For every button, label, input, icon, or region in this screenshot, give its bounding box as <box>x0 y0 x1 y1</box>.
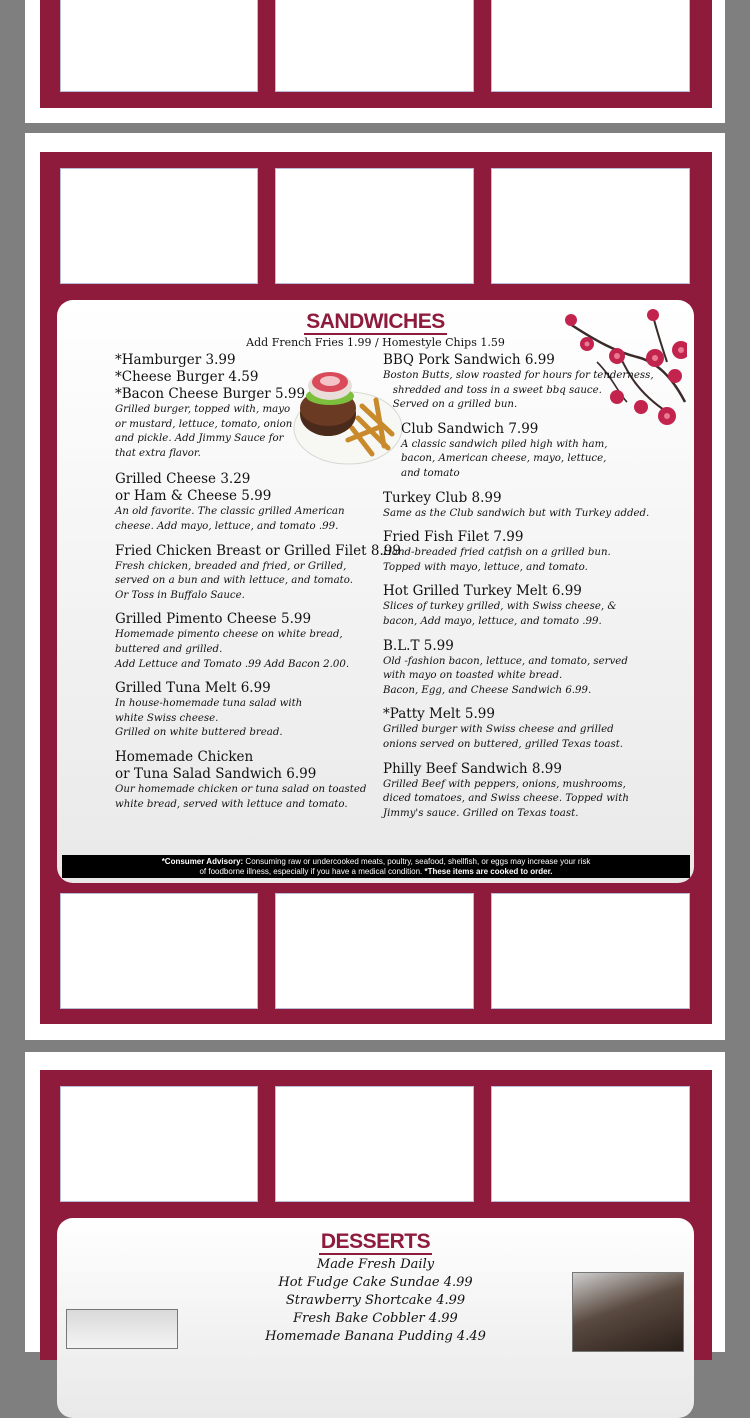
photo-slot <box>60 168 258 284</box>
menu-item-name: Homemade Chicken or Tuna Salad Sandwich 6.99 <box>115 748 317 782</box>
menu-item-name: *Cheese Burger 4.59 <box>115 369 259 385</box>
menu-item <box>115 471 377 534</box>
menu-item-name: Grilled Tuna Melt 6.99 <box>115 680 271 697</box>
sandwiches-left-column <box>115 352 401 820</box>
sandwiches-title: SANDWICHES <box>306 310 445 333</box>
menu-item-description: An old favorite. The classic grilled American cheese. Add mayo, lettuce, and tomato .99. <box>115 506 345 532</box>
menu-item <box>383 638 645 699</box>
menu-frame-2 <box>40 152 712 1024</box>
menu-item-description: Our homemade chicken or tuna salad on toasted white bread, served with lettuce and tomato. <box>115 783 367 810</box>
dessert-line: Fresh Bake Cobbler 4.99 <box>293 1311 458 1326</box>
dessert-line: Strawberry Shortcake 4.99 <box>285 1293 466 1308</box>
dessert-line: Homemade Banana Pudding 4.49 <box>265 1329 486 1344</box>
menu-item <box>115 680 377 741</box>
dessert-photo-left <box>66 1309 178 1349</box>
menu-item-description: In house-homemade tuna salad with white Swiss cheese. Grilled on white buttered bread. <box>115 698 303 739</box>
sandwiches-right-column <box>383 352 654 829</box>
menu-sheet-1 <box>25 0 725 123</box>
menu-sheet-3 <box>25 1052 725 1352</box>
menu-item-description: Old -fashion bacon, lettuce, and tomato, served with mayo on toasted white bread. Bacon, Egg, and Cheese Sandwich 6.99. <box>383 655 628 696</box>
menu-frame-1 <box>40 0 712 108</box>
photo-slot <box>491 0 690 92</box>
advisory-label-2: *These items are cooked to order. <box>422 867 553 876</box>
consumer-advisory <box>62 855 690 878</box>
photo-slot <box>60 893 258 1009</box>
dessert-photo-right <box>572 1272 684 1352</box>
menu-item-name: Fried Fish Filet 7.99 <box>383 529 524 546</box>
photo-slot <box>275 1086 474 1202</box>
menu-item-name: *Patty Melt 5.99 <box>383 706 495 723</box>
menu-item-name: BBQ Pork Sandwich 6.99 <box>383 352 555 368</box>
menu-item-description: Slices of turkey grilled, with Swiss cheese, & bacon, Add mayo, lettuce, and tomato .99. <box>383 601 617 627</box>
menu-item-description: Hand-breaded fried catfish on a grilled bun. Topped with mayo, lettuce, and tomato. <box>383 547 611 573</box>
sandwiches-subtitle: Add French Fries 1.99 / Homestyle Chips 1.59 <box>246 336 505 349</box>
menu-item <box>383 583 645 629</box>
menu-item-name: Grilled Pimento Cheese 5.99 <box>115 611 312 628</box>
menu-item <box>115 542 401 604</box>
menu-item-name: *Bacon Cheese Burger 5.99 <box>115 386 306 402</box>
photo-slot <box>275 893 474 1009</box>
menu-item-name: Philly Beef Sandwich 8.99 <box>383 760 562 777</box>
menu-item-name: Club Sandwich 7.99 <box>401 420 539 437</box>
menu-item-description: Grilled burger with Swiss cheese and grilled onions served on buttered, grilled Texas toast. <box>383 724 624 750</box>
menu-item-description: Grilled burger, topped with, mayo or mustard, lettuce, tomato, onion and pickle. Add Jimmy Sauce for that extra flavor. <box>115 404 293 459</box>
photo-slot <box>491 893 690 1009</box>
menu-item-name: Grilled Cheese 3.29 or Ham & Cheese 5.99 <box>115 471 272 505</box>
menu-item <box>383 489 650 522</box>
menu-item <box>115 369 377 386</box>
menu-item-name: *Hamburger 3.99 <box>115 352 236 368</box>
menu-item <box>383 706 645 752</box>
menu-item <box>383 421 645 482</box>
menu-item <box>383 761 645 822</box>
menu-item <box>383 352 654 413</box>
menu-item-description: A classic sandwich piled high with ham, bacon, American cheese, mayo, lettuce, and tomato <box>401 438 608 479</box>
menu-item <box>115 352 377 369</box>
menu-item-description: Boston Butts, slow roasted for hours for tenderness, shredded and toss in a sweet bbq sauce. Served on a grilled bun. <box>383 370 654 411</box>
advisory-text-2: of foodborne illness, especially if you have a medical condition. <box>199 867 423 876</box>
menu-item-description: Same as the Club sandwich but with Turkey added. <box>383 507 650 519</box>
sandwiches-panel <box>57 300 694 883</box>
menu-item-name: Hot Grilled Turkey Melt 6.99 <box>383 583 582 600</box>
menu-item-description: Fresh chicken, breaded and fried, or Grilled, served on a bun and with lettuce, and tomato. Or Toss in Buffalo Sauce. <box>115 560 353 601</box>
advisory-label: *Consumer Advisory: <box>161 857 244 866</box>
menu-item <box>115 611 377 672</box>
photo-slot <box>491 1086 690 1202</box>
menu-item <box>115 386 377 461</box>
menu-frame-3 <box>40 1070 712 1360</box>
menu-item <box>115 749 377 812</box>
menu-item <box>383 529 645 575</box>
menu-item-description: Homemade pimento cheese on white bread, buttered and grilled. Add Lettuce and Tomato .99 Add Bacon 2.00. <box>115 629 350 670</box>
desserts-panel <box>57 1218 694 1418</box>
photo-slot <box>275 0 474 92</box>
menu-item-name: B.L.T 5.99 <box>383 637 454 654</box>
photo-slot <box>491 168 690 284</box>
menu-item-description: Grilled Beef with peppers, onions, mushrooms, diced tomatoes, and Swiss cheese. Topped with Jimmy's sauce. Grilled on Texas toast. <box>383 778 629 819</box>
desserts-title: DESSERTS <box>320 1230 431 1253</box>
dessert-line: Made Fresh Daily <box>316 1257 435 1272</box>
menu-sheet-2 <box>25 133 725 1040</box>
advisory-text: Consuming raw or undercooked meats, poultry, seafood, shellfish, or eggs may increase your risk <box>243 857 591 866</box>
dessert-line: Hot Fudge Cake Sundae 4.99 <box>278 1275 473 1290</box>
menu-item-name: Fried Chicken Breast or Grilled Filet 8.99 <box>115 542 401 559</box>
photo-slot <box>60 1086 258 1202</box>
menu-item-name: Turkey Club 8.99 <box>383 489 502 506</box>
photo-slot <box>60 0 258 92</box>
photo-slot <box>275 168 474 284</box>
